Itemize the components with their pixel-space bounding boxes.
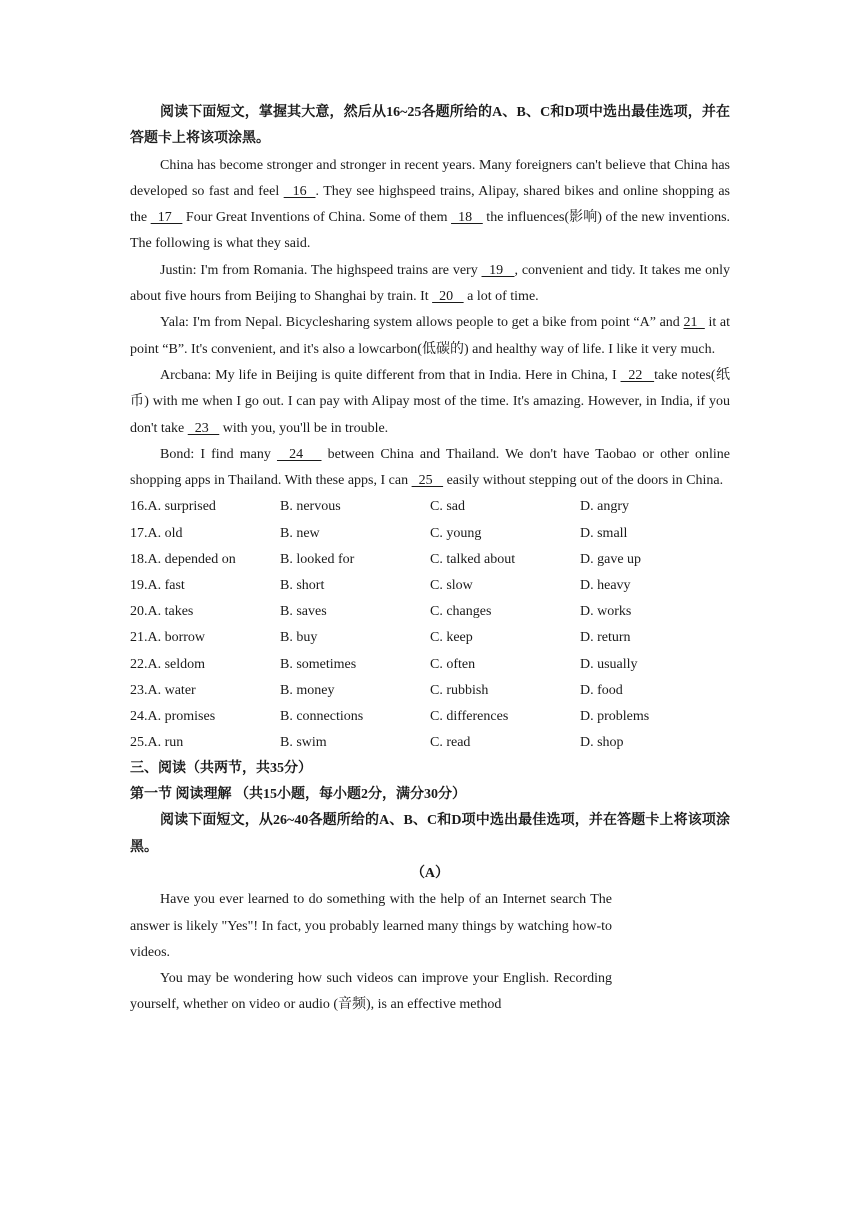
passage-paragraph [130, 442, 730, 495]
option-choice: B. swim [280, 735, 327, 751]
option-choice: C. changes [430, 604, 492, 620]
option-row [130, 494, 730, 520]
option-choice: B. sometimes [280, 656, 357, 672]
option-choice: C. slow [430, 578, 473, 594]
passage-text: Four Great Inventions of China. Some of them [182, 210, 452, 226]
option-row [130, 652, 730, 678]
option-choice: 18.A. depended on [130, 551, 236, 567]
option-choice: D. problems [580, 708, 650, 724]
option-choice: D. angry [580, 499, 629, 515]
option-row [130, 599, 730, 625]
option-choice: 21.A. borrow [130, 630, 206, 646]
option-choice: C. sad [430, 499, 465, 515]
option-choice: D. gave up [580, 551, 642, 567]
passage-paragraph [130, 310, 730, 363]
option-choice: 19.A. fast [130, 578, 185, 594]
passage-paragraph [130, 258, 730, 311]
option-row [130, 573, 730, 599]
option-choice: D. works [580, 604, 632, 620]
option-row [130, 730, 730, 756]
option-choice: D. small [580, 525, 628, 541]
passage-text: Arcbana: My life in Beijing is quite different from that in India. Here in China, I [160, 367, 621, 383]
passage-a [130, 887, 612, 1018]
part2-instructions: 阅读下面短文，掌握其大意，然后从16~25各题所给的A、B、C和D项中选出最佳选项，并在答题卡上将该项涂黑。 [130, 105, 730, 147]
section3-subtitle: 第一节 阅读理解 （共15小题，每小题2分，满分30分） [130, 787, 466, 803]
option-choice: B. short [280, 578, 325, 594]
passage-text: between China and Thailand. We don't have Taobao or other online shopping apps in Thailand. With these apps, I can [130, 446, 731, 489]
option-choice: B. new [280, 525, 320, 541]
passage-text: with you, you'll be in trouble. [219, 420, 389, 436]
option-choice: B. connections [280, 708, 364, 724]
option-row [130, 625, 730, 651]
option-choice: 24.A. promises [130, 708, 216, 724]
document-page [130, 100, 730, 1019]
passage-text: Yala: I'm from Nepal. Bicyclesharing system allows people to get a bike from point “A” and [160, 315, 684, 331]
option-row [130, 547, 730, 573]
option-row [130, 521, 730, 547]
option-choice: 20.A. takes [130, 604, 194, 620]
blank-number: 17 [150, 210, 183, 226]
passage-text: take notes(纸币) with me when I go out. I can pay with Alipay most of the time. It's amazing. However, in India, if you don't take [130, 367, 730, 436]
blank-number: 23 [187, 420, 220, 436]
blank-number: 16 [283, 183, 316, 199]
blank-number: 18 [451, 210, 483, 226]
option-choice: 16.A. surprised [130, 499, 216, 515]
passage-text: Bond: I find many [160, 446, 277, 462]
option-choice: D. food [580, 682, 623, 698]
section3-title: 三、阅读（共两节，共35分） [130, 761, 312, 777]
option-choice: C. young [430, 525, 482, 541]
passage-a-paragraph: You may be wondering how such videos can improve your English. Recording yourself, whether on video or audio (音频), is an effective method [130, 971, 612, 1013]
passage-text: , convenient and tidy. It takes me only about five hours from Beijing to Shanghai by train. It [130, 262, 730, 305]
option-choice: D. usually [580, 656, 638, 672]
option-choice: C. differences [430, 708, 509, 724]
passage-text: Justin: I'm from Romania. The highspeed trains are very [160, 262, 482, 278]
blank-number: 20 [432, 289, 464, 305]
option-choice: D. shop [580, 735, 624, 751]
section3-instructions: 阅读下面短文，从26~40各题所给的A、B、C和D项中选出最佳选项，并在答题卡上将该项涂黑。 [130, 813, 730, 855]
passage-text: a lot of time. [463, 289, 539, 305]
option-choice: 17.A. old [130, 525, 183, 541]
passage-paragraph [130, 363, 730, 442]
blank-number: 25 [411, 473, 444, 489]
option-row [130, 704, 730, 730]
option-choice: C. read [430, 735, 471, 751]
answer-options [130, 494, 730, 756]
cloze-passage [130, 153, 730, 495]
option-choice: 25.A. run [130, 735, 184, 751]
option-choice: D. heavy [580, 578, 631, 594]
option-choice: 22.A. seldom [130, 656, 206, 672]
blank-number: 21 [683, 315, 705, 331]
option-choice: B. money [280, 682, 335, 698]
passage-a-paragraph: Have you ever learned to do something with the help of an Internet search The answer is likely "Yes"! In fact, you probably learned many things by watching how-to videos. [130, 892, 612, 960]
option-choice: C. talked about [430, 551, 516, 567]
option-choice: B. looked for [280, 551, 355, 567]
blank-number: 24 [276, 446, 322, 462]
passage-text: it at point “B”. It's convenient, and it's also a lowcarbon(低碳的) and healthy way of life. I like it very much. [130, 315, 730, 357]
blank-number: 22 [620, 367, 655, 383]
option-choice: B. buy [280, 630, 318, 646]
passage-text: China has become stronger and stronger in recent years. Many foreigners can't believe that China has developed so fast and feel [130, 157, 730, 199]
option-choice: C. keep [430, 630, 473, 646]
passage-text: . They see highspeed trains, Alipay, shared bikes and online shopping as the [130, 183, 730, 226]
option-choice: C. often [430, 656, 476, 672]
option-choice: B. nervous [280, 499, 341, 515]
passage-a-label: （A） [410, 865, 450, 881]
passage-paragraph [130, 153, 730, 258]
option-choice: D. return [580, 630, 631, 646]
passage-text: the influences(影响) of the new inventions. The following is what they said. [130, 210, 731, 252]
option-row [130, 678, 730, 704]
passage-text: easily without stepping out of the doors in China. [443, 473, 724, 489]
option-choice: C. rubbish [430, 682, 489, 698]
option-choice: B. saves [280, 604, 327, 620]
blank-number: 19 [481, 262, 515, 278]
option-choice: 23.A. water [130, 682, 196, 698]
